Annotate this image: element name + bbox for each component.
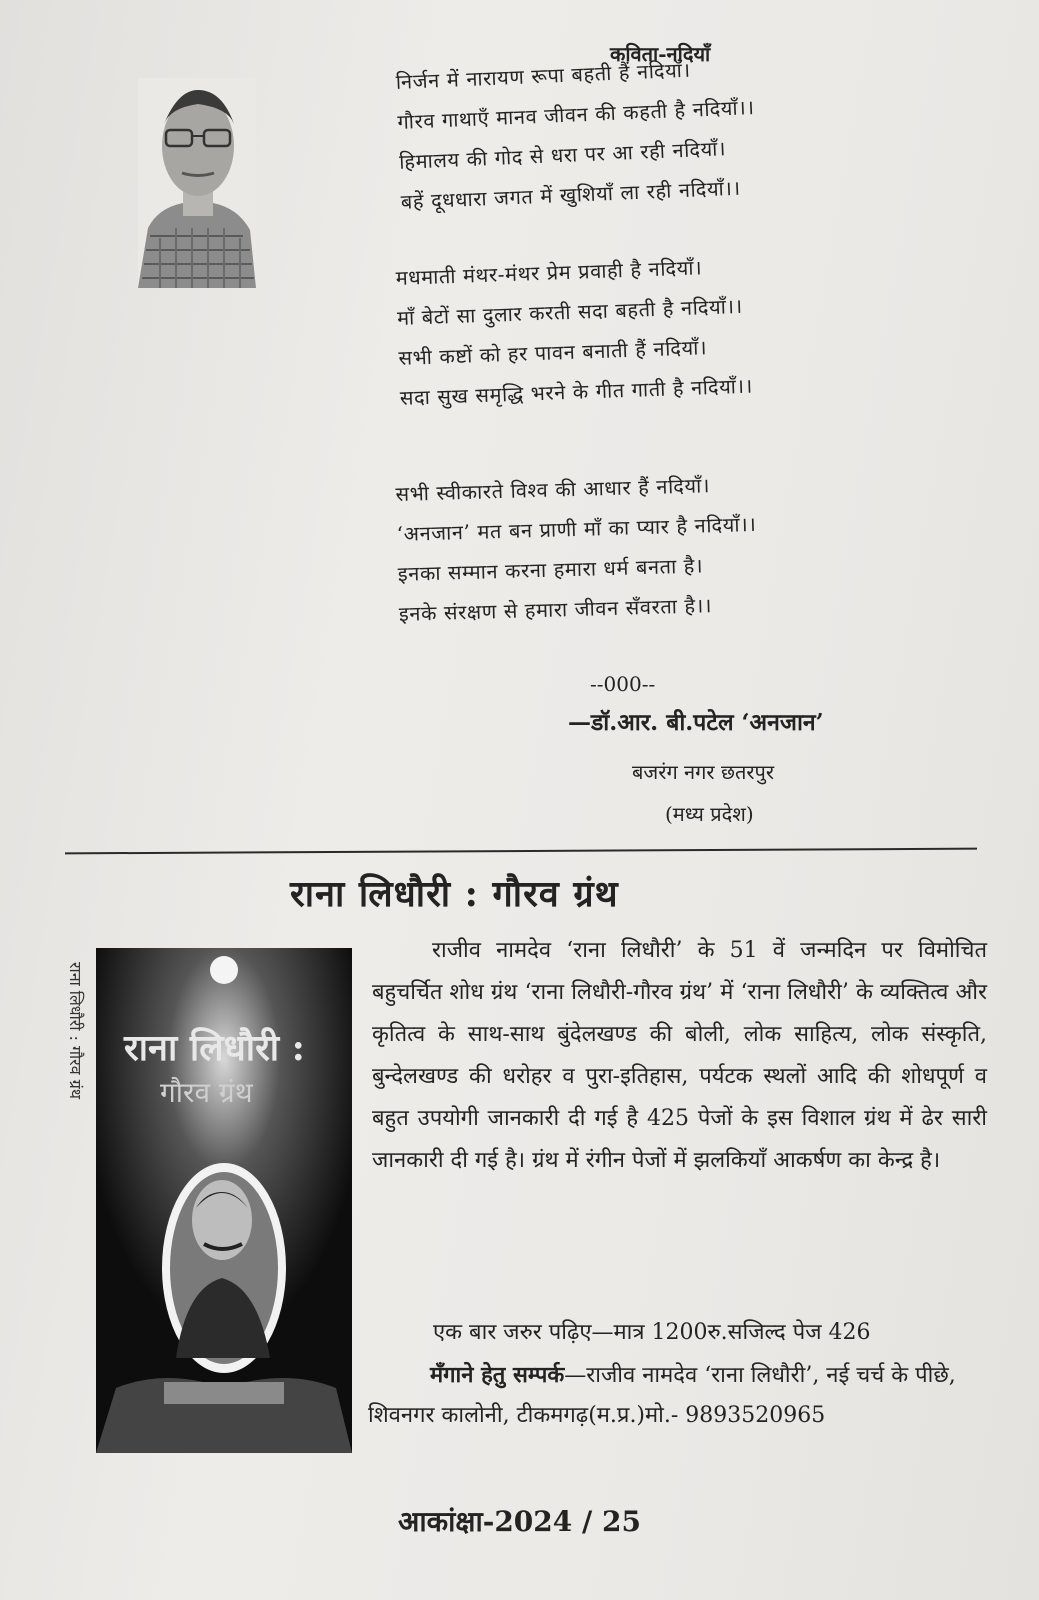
poem-line: इनका सम्मान करना हमारा धर्म बनता है। — [397, 553, 704, 586]
spine-title: राना लिधौरी : गौरव ग्रंथ — [66, 962, 85, 1099]
poem-author: —डॉ.आर. बी.पटेल ‘अनजान’ — [568, 709, 824, 736]
page-footer: आकांक्षा-2024 / 25 — [398, 1505, 641, 1538]
poem-line: इनके संरक्षण से हमारा जीवन सँवरता है।। — [398, 593, 713, 626]
book-spine — [64, 962, 96, 1432]
book-cover-title: राना लिधौरी : — [124, 1027, 305, 1069]
contact-label: मँगाने हेतु सम्पर्क — [430, 1362, 565, 1388]
book-cover-subtitle: गौरव ग्रंथ — [160, 1076, 253, 1109]
book-cover-image — [96, 948, 352, 1453]
poem-line: हिमालय की गोद से धरा पर आ रही नदियाँ। — [398, 136, 727, 174]
poem-line: सदा सुख समृद्धि भरने के गीत गाती है नदियाँ।। — [399, 373, 754, 410]
poem-stanza-1 — [395, 41, 901, 222]
price-line: एक बार जरुर पढ़िए—मात्र 1200रु.सजिल्द पेज 426 — [433, 1320, 871, 1345]
contact-block — [368, 1355, 988, 1436]
review-heading: राना लिधौरी : गौरव ग्रंथ — [290, 873, 619, 915]
review-paragraph: राजीव नामदेव ‘राना लिधौरी’ के 51 वें जन्मदिन पर विमोचित बहुचर्चित शोध ग्रंथ ‘राना लिधौरी-गौरव ग्रंथ’ में ‘राना लिधौरी’ के व्यक्तित्व और कृतित्व के साथ-साथ बुंदेलखण्ड की बोली, लोक साहित्य, लोक संस्कृति, बुन्देलखण्ड की धरोहर व पुरा-इतिहास, पर्यटक स्थलों आदि की शोधपूर्ण व बहुत उपयोगी जानकारी दी गई है 425 पेजों के इस विशाल ग्रंथ में ढेर सारी जानकारी दी गई है। ग्रंथ में रंगीन पेजों में झलकियाँ आकर्षण का केन्द्र है। — [372, 938, 987, 1173]
author-photo — [138, 78, 256, 288]
review-body — [372, 930, 987, 1182]
poem-line: मधमाती मंथर-मंथर प्रेम प्रवाही है नदियाँ। — [395, 255, 703, 290]
poem-line: निर्जन में नारायण रूपा बहती हैं नदियाँ। — [395, 57, 692, 94]
poem-stanza-2 — [395, 241, 900, 418]
author-place: बजरंग नगर छतरपुर — [632, 760, 775, 784]
poem-stanza-3 — [395, 460, 899, 634]
poem-line: सभी कष्टों को हर पावन बनाती हैं नदियाँ। — [398, 335, 708, 370]
poem-line: माँ बेटों सा दुलार करती सदा बहती है नदियाँ।। — [396, 293, 744, 330]
section-divider — [65, 848, 977, 855]
author-region: (मध्य प्रदेश) — [665, 802, 754, 826]
poem-line: गौरव गाथाएँ मानव जीवन की कहती है नदियाँ।। — [397, 94, 755, 134]
poem-line: सभी स्वीकारते विश्व की आधार हैं नदियाँ। — [395, 473, 711, 506]
poem-line: ‘अनजान’ मत बन प्राणी माँ का प्यार है नदियाँ।। — [396, 511, 757, 546]
poem-separator: --000-- — [590, 672, 656, 696]
contact-text: —राजीव नामदेव ‘राना लिधौरी’, नई चर्च के पीछे, शिवनगर कालोनी, टीकमगढ़(म.प्र.)मो.- 9893520965 — [368, 1363, 956, 1428]
poem-title: कविता-नदियाँ — [610, 42, 711, 66]
poem-line: बहें दूधधारा जगत में खुशियाँ ला रही नदियाँ।। — [400, 175, 742, 214]
